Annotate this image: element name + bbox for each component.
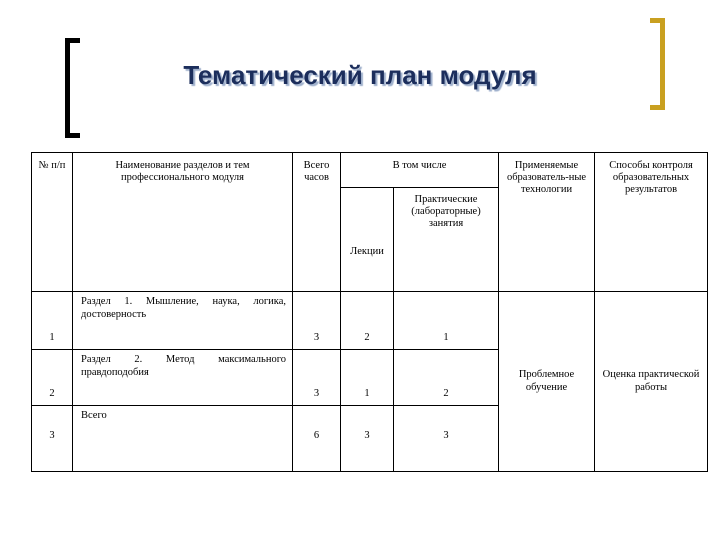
- row-practical: 1: [394, 292, 499, 350]
- header-num: № п/п: [32, 153, 73, 292]
- table-row: [32, 292, 708, 350]
- row-practical: 3: [394, 406, 499, 472]
- row-lectures: 1: [341, 350, 394, 406]
- header-total: Всего часов: [293, 153, 341, 292]
- row-name: Раздел 1. Мышление, наука, логика, достоверность: [73, 292, 293, 350]
- header-practical: Практические (лабораторные) занятия: [394, 188, 499, 292]
- row-total: 3: [293, 292, 341, 350]
- header-lectures: Лекции: [341, 188, 394, 292]
- header-tech: Применяемые образователь-ные технологии: [499, 153, 595, 292]
- row-name: Всего: [73, 406, 293, 472]
- module-plan-table: [31, 152, 708, 472]
- row-lectures: 2: [341, 292, 394, 350]
- row-practical: 2: [394, 350, 499, 406]
- row-num: 1: [32, 292, 73, 350]
- tech-value: Проблемное обучение: [499, 292, 595, 472]
- row-num: 3: [32, 406, 73, 472]
- page-title: Тематический план модуля: [183, 60, 537, 90]
- row-total: 3: [293, 350, 341, 406]
- row-lectures: 3: [341, 406, 394, 472]
- header-name: Наименование разделов и тем профессионального модуля: [73, 153, 293, 292]
- row-name: Раздел 2. Метод максимального правдоподобия: [73, 350, 293, 406]
- row-total: 6: [293, 406, 341, 472]
- control-value: Оценка практической работы: [595, 292, 708, 472]
- row-num: 2: [32, 350, 73, 406]
- header-control: Способы контроля образовательных результатов: [595, 153, 708, 292]
- header-in-total: В том числе: [341, 153, 499, 188]
